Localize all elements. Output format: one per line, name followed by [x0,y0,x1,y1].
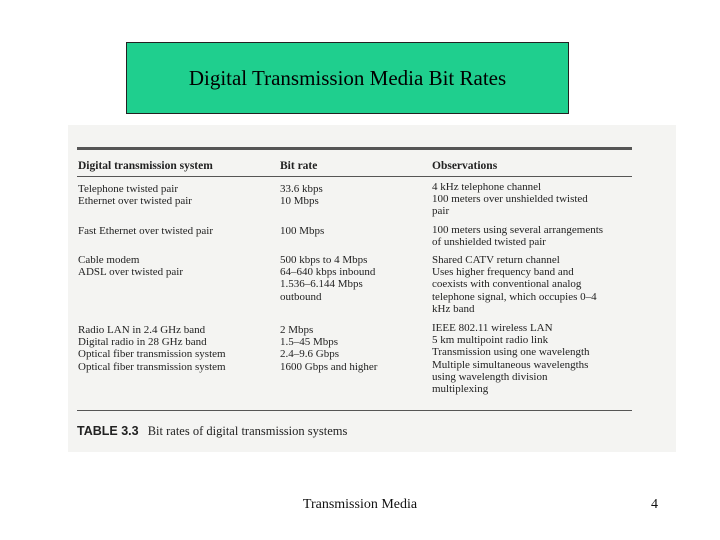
footer-text: Transmission Media [302,497,418,512]
table-cell-system: Radio LAN in 2.4 GHz band Digital radio in 28 GHz band Optical fiber transmission system Optical fiber transmission system [78,324,226,373]
header-bit-rate: Bit rate [280,160,318,172]
page-number: 4 [651,497,658,512]
table-cell-observations: 4 kHz telephone channel 100 meters over unshielded twisted pair [432,181,588,218]
table-scan [68,125,676,452]
table-bottom-rule [77,410,632,411]
table-caption [77,424,347,439]
table-cell-system: Telephone twisted pair Ethernet over twisted pair [78,183,192,208]
table-cell-observations: 100 meters using several arrangements of unshielded twisted pair [432,224,604,249]
slide-title: Digital Transmission Media Bit Rates [126,42,569,114]
table-cell-observations: Shared CATV return channel Uses higher frequency band and coexists with conventional analog telephone signal, which occupies 0–4 kHz band [432,254,597,315]
caption-label: TABLE 3.3 [77,424,139,438]
header-system: Digital transmission system [78,160,213,172]
table-cell-rate: 2 Mbps 1.5–45 Mbps 2.4–9.6 Gbps 1600 Gbps and higher [280,324,378,373]
table-cell-rate: 500 kbps to 4 Mbps 64–640 kbps inbound 1.536–6.144 Mbps outbound [280,254,376,303]
header-rule [77,176,632,177]
table-cell-rate: 33.6 kbps 10 Mbps [280,183,323,208]
table-cell-system: Fast Ethernet over twisted pair [78,225,214,237]
table-cell-rate: 100 Mbps [280,225,325,237]
table-cell-observations: IEEE 802.11 wireless LAN 5 km multipoint radio link Transmission using one wavelength Multiple simultaneous wavelengths using wavelength division multiplexing [432,322,590,396]
header-observations: Observations [432,160,498,172]
caption-text: Bit rates of digital transmission systems [147,424,348,438]
table-top-rule [77,147,632,150]
table-cell-system: Cable modem ADSL over twisted pair [78,254,183,279]
